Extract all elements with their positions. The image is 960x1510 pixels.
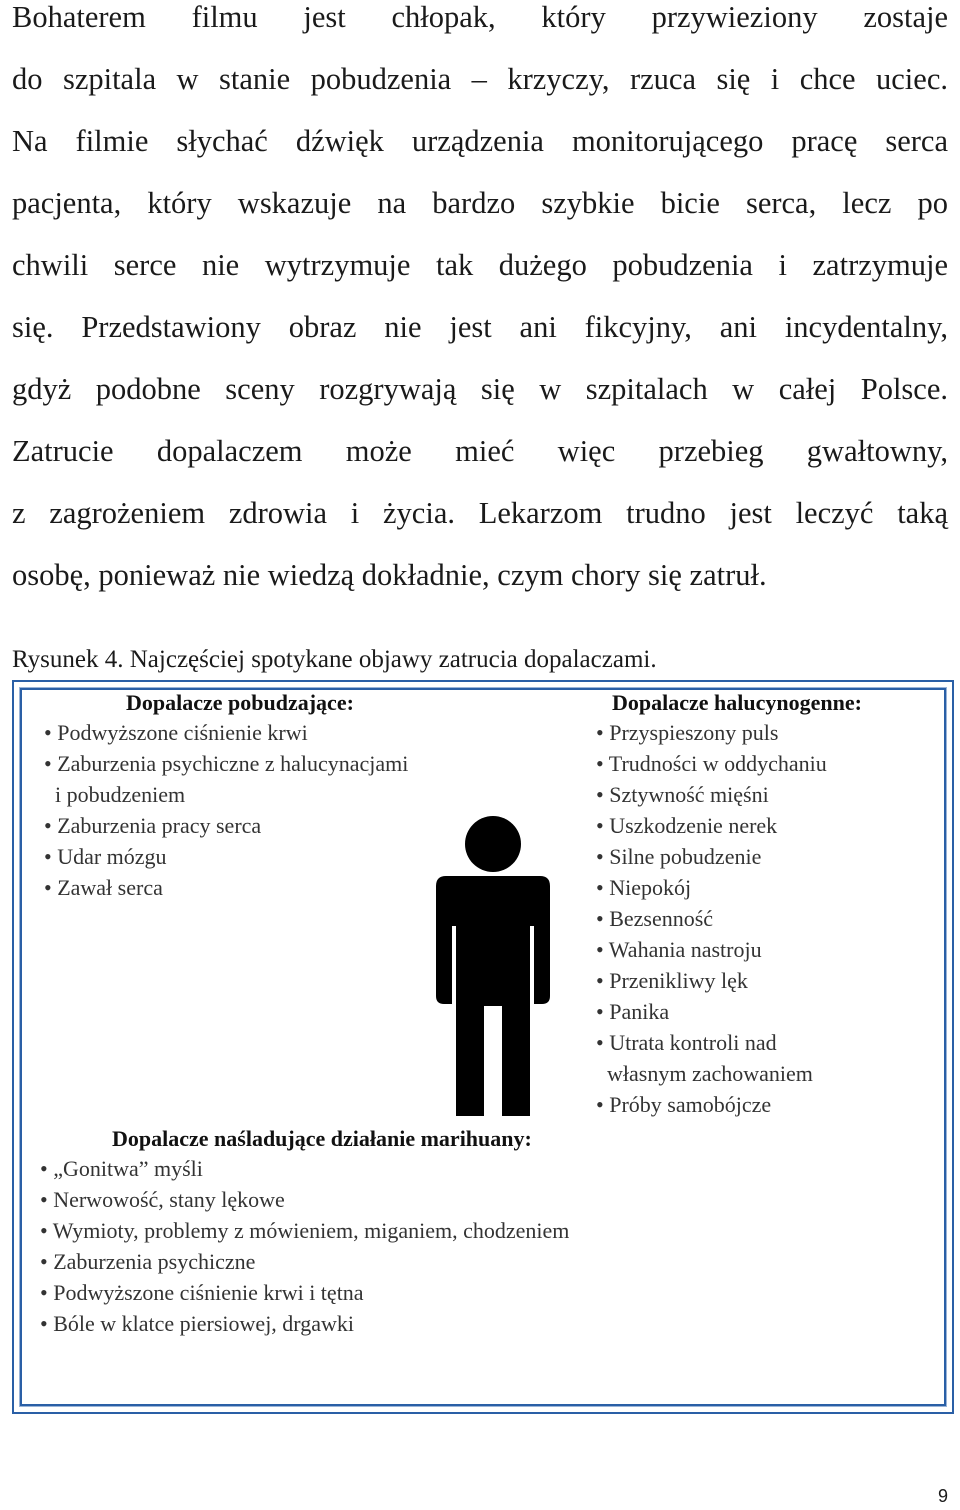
list-item: • Uszkodzenie nerek (596, 813, 778, 838)
cannabinoids-heading: Dopalacze naśladujące działanie marihuany: (112, 1126, 532, 1151)
list-item: • Zaburzenia pracy serca (44, 813, 262, 838)
list-item: • Wymioty, problemy z mówieniem, miganiem, chodzeniem (40, 1218, 570, 1243)
list-item: • Przyspieszony puls (596, 720, 779, 745)
list-item: własnym zachowaniem (596, 1061, 813, 1086)
paragraph-line: pacjenta, który wskazuje na bardzo szybkie bicie serca, lecz po (12, 186, 948, 220)
list-item: • Bezsenność (596, 906, 714, 931)
list-item: • Trudności w oddychaniu (596, 751, 827, 776)
list-item: • Wahania nastroju (596, 937, 762, 962)
paragraph-line: Bohaterem filmu jest chłopak, który przywieziony zostaje (12, 0, 948, 34)
list-item: • Bóle w klatce piersiowej, drgawki (40, 1311, 354, 1336)
list-item: i pobudzeniem (44, 782, 186, 807)
paragraph-line: do szpitala w stanie pobudzenia – krzyczy, rzuca się i chce uciec. (12, 62, 948, 96)
list-item: • Zawał serca (44, 875, 163, 900)
list-item: • Silne pobudzenie (596, 844, 762, 869)
list-item: • Sztywność mięśni (596, 782, 769, 807)
paragraph-line: Na filmie słychać dźwięk urządzenia monitorującego pracę serca (12, 124, 948, 158)
paragraph-line: Zatrucie dopalaczem może mieć więc przebieg gwałtowny, (12, 434, 948, 468)
list-item: • Udar mózgu (44, 844, 167, 869)
list-item: • Niepokój (596, 875, 692, 900)
list-item: • Podwyższone ciśnienie krwi (44, 720, 308, 745)
list-item: • Zaburzenia psychiczne (40, 1249, 256, 1274)
paragraph-line: gdyż podobne sceny rozgrywają się w szpitalach w całej Polsce. (12, 372, 948, 406)
list-item: • Nerwowość, stany lękowe (40, 1187, 285, 1212)
list-item: • Panika (596, 999, 670, 1024)
list-item: • Zaburzenia psychiczne z halucynacjami (44, 751, 409, 776)
stimulants-heading: Dopalacze pobudzające: (126, 690, 354, 715)
paragraph-line: z zagrożeniem zdrowia i życia. Lekarzom trudno jest leczyć taką (12, 496, 948, 530)
paragraph-line: osobę, ponieważ nie wiedzą dokładnie, czym chory się zatruł. (12, 558, 767, 592)
person-silhouette-icon (418, 816, 568, 1116)
hallucinogens-heading: Dopalacze halucynogenne: (612, 690, 862, 715)
paragraph-line: chwili serce nie wytrzymuje tak dużego pobudzenia i zatrzymuje (12, 248, 948, 282)
list-item: • „Gonitwa” myśli (40, 1156, 203, 1181)
list-item: • Przenikliwy lęk (596, 968, 748, 993)
page-number: 9 (937, 1486, 948, 1506)
list-item: • Podwyższone ciśnienie krwi i tętna (40, 1280, 364, 1305)
figure-caption: Rysunek 4. Najczęściej spotykane objawy zatrucia dopalaczami. (12, 646, 657, 673)
list-item: • Próby samobójcze (596, 1092, 772, 1117)
paragraph-line: się. Przedstawiony obraz nie jest ani fikcyjny, ani incydentalny, (12, 310, 948, 344)
list-item: • Utrata kontroli nad (596, 1030, 777, 1055)
